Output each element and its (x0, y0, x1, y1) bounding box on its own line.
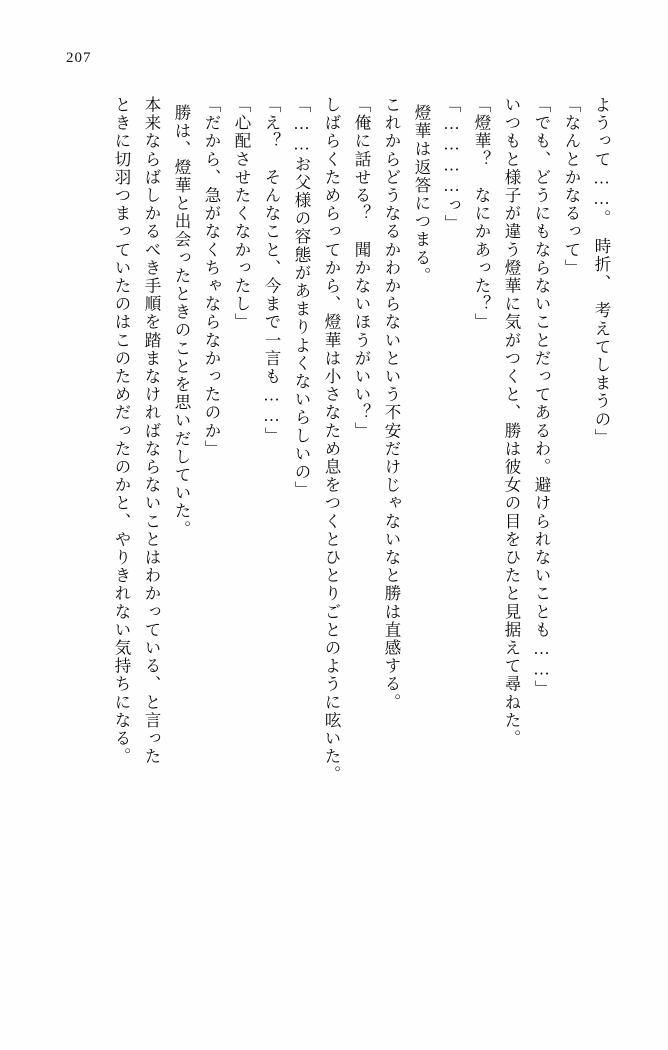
text-line: 「……お父様の容態があまりよくないらしいの」 (292, 96, 311, 500)
text-line: しばらくためらってから、燈華は小さなため息をつくとひとりごとのように呟いた。 (322, 96, 341, 784)
text-line: 「なんとかなるって」 (562, 96, 581, 277)
text-line: ようって……。 時折、 考えてしまうの」 (592, 96, 611, 447)
text-line: 「だから、急がなくちゃならなかったのか」 (202, 96, 221, 458)
page-text-body (52, 96, 616, 1004)
text-line: 勝は、燈華と出会ったときのことを思いだしていた。 (172, 104, 191, 539)
text-line: 本来ならばしかるべき手順を踏まなければならないことはわかっている、と言った (142, 96, 161, 766)
text-line: 「燈華？ なにかあった？」 (472, 96, 491, 332)
text-line: 「心配させたくなかったし」 (232, 96, 251, 332)
text-line: 「でも、どうにもならないことだってあるわ。避けられないことも……」 (532, 96, 551, 699)
text-line: ときに切羽つまっていたのはこのためだったのかと、やりきれない気持ちになる。 (112, 96, 131, 766)
text-line: 「え？ そんなこと、今まで一言も……」 (262, 96, 281, 445)
text-line: これからどうなるかわからないという不安だけじゃないなと勝は直感する。 (382, 96, 401, 712)
text-line: 「俺に話せる？ 聞かないほうがいい？」 (352, 96, 371, 440)
text-line: 「…………っ」 (442, 96, 461, 233)
page-number: 207 (66, 50, 92, 66)
text-line: 燈華は返答につまる。 (412, 104, 431, 285)
text-line: いつもと様子が違う燈華に気がつくと、勝は彼女の目をひたと見据えて尋ねた。 (502, 96, 521, 748)
